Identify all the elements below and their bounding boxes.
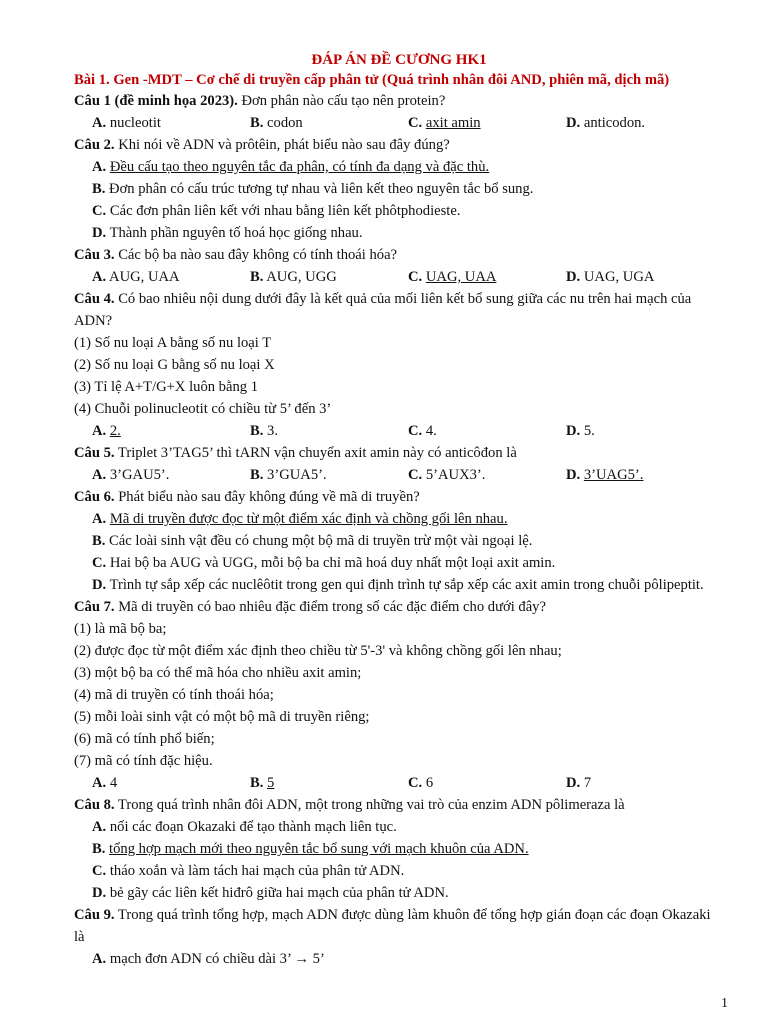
statement-item: (7) mã có tính đặc hiệu. — [74, 753, 213, 769]
option-d: D. Thành phần nguyên tố hoá học giống nhau. — [92, 225, 363, 241]
question-label: Câu 7. — [74, 599, 115, 615]
option-d: D. bẻ gãy các liên kết hiđrô giữa hai mạch của phân tử ADN. — [92, 885, 449, 901]
option-c: C. tháo xoắn và làm tách hai mạch của phân tử ADN. — [92, 863, 405, 879]
option-b: B. codon — [250, 115, 303, 131]
option-c: C. 6 — [408, 775, 434, 791]
option-c: C. 5’AUX3’. — [408, 467, 486, 483]
statement-item: (1) là mã bộ ba; — [74, 621, 167, 637]
question-text: Trong quá trình tổng hợp, mạch ADN được dùng làm khuôn để tổng hợp gián đoạn các đoạn Okazaki là — [74, 907, 711, 945]
question-text: Có bao nhiêu nội dung dưới đây là kết quả của mối liên kết bổ sung giữa các nu trên hai mạch của ADN? — [74, 291, 692, 329]
question-4 — [74, 288, 724, 332]
option-d: D. 5. — [566, 423, 595, 439]
question-label: Câu 2. — [74, 137, 115, 153]
option-a: A. 4 — [92, 775, 118, 791]
option-c: C. UAG, UAA — [408, 269, 497, 285]
correct-answer: Mã di truyền được đọc từ một điểm xác định và chồng gối lên nhau. — [109, 511, 508, 527]
option-d: D. 3’UAG5’. — [566, 467, 644, 483]
option-b: B. tổng hợp mạch mới theo nguyên tắc bổ sung với mạch khuôn của ADN. — [92, 841, 529, 857]
options-row — [74, 266, 724, 288]
option-b: B. 3’GUA5’. — [250, 467, 327, 483]
option-b: B. AUG, UGG — [250, 269, 337, 285]
document-page — [74, 50, 724, 970]
question-5 — [74, 442, 724, 464]
correct-answer: UAG, UAA — [425, 269, 497, 285]
question-9 — [74, 904, 724, 948]
option-c: C. Các đơn phân liên kết với nhau bằng liên kết phôtphodieste. — [92, 203, 461, 219]
option-b: B. Các loài sinh vật đều có chung một bộ mã di truyền trừ một vài ngoại lệ. — [92, 533, 533, 549]
option-a: A. Mã di truyền được đọc từ một điểm xác định và chồng gối lên nhau. — [92, 511, 508, 527]
option-a: A. nucleotit — [92, 115, 161, 131]
statement-item: (4) mã di truyền có tính thoái hóa; — [74, 687, 274, 703]
option-a: A. AUG, UAA — [92, 269, 180, 285]
option-a: A. mạch đơn ADN có chiều dài 3’ → 5’ — [92, 951, 325, 967]
option-d: D. anticodon. — [566, 115, 646, 131]
lesson-heading: Bài 1. Gen -MDT – Cơ chế di truyền cấp phân tử (Quá trình nhân đôi AND, phiên mã, dịch mã) — [74, 72, 670, 88]
statement-item: (3) Tỉ lệ A+T/G+X luôn bằng 1 — [74, 379, 258, 395]
statement-item: (5) mỗi loài sinh vật có một bộ mã di truyền riêng; — [74, 709, 370, 725]
question-2 — [74, 134, 724, 156]
question-label: Câu 9. — [74, 907, 115, 923]
correct-answer: 5 — [267, 775, 275, 791]
option-b: B. 3. — [250, 423, 278, 439]
correct-answer: axit amin — [425, 115, 481, 131]
correct-answer: 3’UAG5’. — [583, 467, 644, 483]
option-a: A. Đều cấu tạo theo nguyên tắc đa phân, có tính đa dạng và đặc thù. — [92, 159, 490, 175]
statement-item: (2) Số nu loại G bằng số nu loại X — [74, 357, 275, 373]
question-label: Câu 1 (đề minh họa 2023). — [74, 93, 238, 109]
statement-item: (1) Số nu loại A bằng số nu loại T — [74, 335, 272, 351]
option-d: D. UAG, UGA — [566, 269, 655, 285]
options-row — [74, 420, 724, 442]
option-a: A. 3’GAU5’. — [92, 467, 170, 483]
options-row — [74, 112, 724, 134]
option-c: C. axit amin — [408, 115, 481, 131]
question-text: Đơn phân nào cấu tạo nên protein? — [237, 93, 446, 109]
option-a: A. nối các đoạn Okazaki để tạo thành mạch liên tục. — [92, 819, 397, 835]
question-7 — [74, 596, 724, 618]
option-c: C. 4. — [408, 423, 437, 439]
question-text: Phát biểu nào sau đây không đúng về mã di truyền? — [114, 489, 420, 505]
option-b: B. 5 — [250, 775, 275, 791]
option-d: D. Trình tự sắp xếp các nuclêôtit trong gen qui định trình tự sắp xếp các axit amin trong chuỗi pôlipeptit. — [92, 577, 704, 593]
question-text: Trong quá trình nhân đôi ADN, một trong những vai trò của enzim ADN pôlimeraza là — [114, 797, 625, 813]
document-title: ĐÁP ÁN ĐỀ CƯƠNG HK1 — [311, 52, 487, 68]
question-label: Câu 6. — [74, 489, 115, 505]
statement-item: (6) mã có tính phổ biến; — [74, 731, 215, 747]
option-d: D. 7 — [566, 775, 592, 791]
question-label: Câu 8. — [74, 797, 115, 813]
option-c: C. Hai bộ ba AUG và UGG, mỗi bộ ba chỉ mã hoá duy nhất một loại axit amin. — [92, 555, 556, 571]
statement-item: (4) Chuỗi polinucleotit có chiều từ 5’ đến 3’ — [74, 401, 332, 417]
question-text: Triplet 3’TAG5’ thì tARN vận chuyển axit amin này có anticôđon là — [114, 445, 517, 461]
options-row — [74, 772, 724, 794]
question-text: Khi nói về ADN và prôtêin, phát biểu nào sau đây đúng? — [114, 137, 450, 153]
page-number: 1 — [721, 996, 728, 1011]
question-3 — [74, 244, 724, 266]
correct-answer: 2. — [109, 423, 121, 439]
option-a: A. 2. — [92, 423, 121, 439]
question-label: Câu 4. — [74, 291, 115, 307]
question-label: Câu 3. — [74, 247, 115, 263]
correct-answer: tổng hợp mạch mới theo nguyên tắc bổ sung với mạch khuôn của ADN. — [109, 841, 529, 857]
options-row — [74, 464, 724, 486]
question-text: Mã di truyền có bao nhiêu đặc điểm trong số các đặc điểm cho dưới đây? — [114, 599, 546, 615]
statement-item: (3) một bộ ba có thể mã hóa cho nhiều axit amin; — [74, 665, 362, 681]
question-8 — [74, 794, 724, 816]
question-text: Các bộ ba nào sau đây không có tính thoái hóa? — [114, 247, 398, 263]
option-b: B. Đơn phân có cấu trúc tương tự nhau và liên kết theo nguyên tắc bổ sung. — [92, 181, 534, 197]
statement-item: (2) được đọc từ một điểm xác định theo chiều từ 5'-3' và không chồng gối lên nhau; — [74, 643, 562, 659]
question-6 — [74, 486, 724, 508]
correct-answer: Đều cấu tạo theo nguyên tắc đa phân, có tính đa dạng và đặc thù. — [109, 159, 490, 175]
question-label: Câu 5. — [74, 445, 115, 461]
question-1 — [74, 90, 724, 112]
